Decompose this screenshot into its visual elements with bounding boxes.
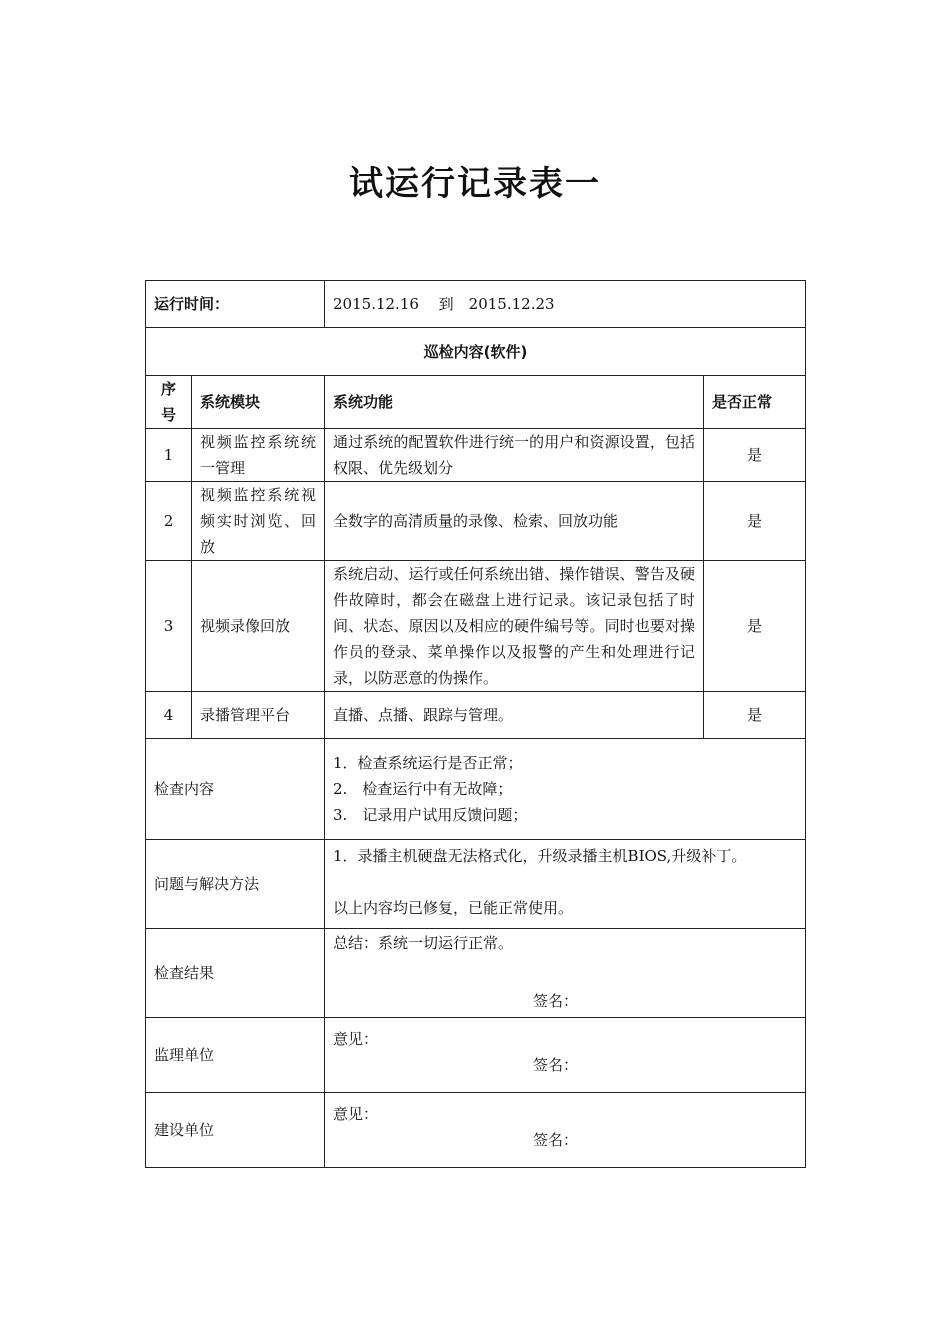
check-content-item: 3. 记录用户试用反馈问题；	[333, 806, 528, 824]
column-header-function: 系统功能	[325, 376, 704, 429]
row-number: 4	[146, 692, 192, 739]
section-header: 巡检内容(软件)	[146, 328, 806, 376]
row-normal: 是	[704, 561, 806, 692]
builder-row	[146, 1093, 806, 1168]
builder-content	[325, 1093, 806, 1168]
issues-resolution: 以上内容均已修复，已能正常使用。	[333, 899, 574, 917]
trial-run-record-table	[145, 280, 806, 1168]
row-normal: 是	[704, 429, 806, 482]
check-content-list	[325, 739, 806, 840]
row-module: 视频监控系统视频实时浏览、回放	[192, 482, 325, 561]
issues-line: 1．录播主机硬盘无法格式化，升级录播主机BIOS,升级补丁。	[333, 847, 747, 865]
row-module: 视频监控系统统一管理	[192, 429, 325, 482]
check-content-item: 1．检查系统运行是否正常；	[333, 754, 523, 772]
supervisor-label: 监理单位	[146, 1018, 325, 1093]
result-summary: 总结：系统一切运行正常。	[333, 934, 514, 952]
row-module: 录播管理平台	[192, 692, 325, 739]
check-content-item: 2. 检查运行中有无故障；	[333, 780, 513, 798]
result-signature: 签名：	[533, 992, 579, 1010]
run-time-row	[146, 281, 806, 328]
issues-label: 问题与解决方法	[146, 840, 325, 929]
row-number: 1	[146, 429, 192, 482]
row-module: 视频录像回放	[192, 561, 325, 692]
table-row	[146, 482, 806, 561]
builder-label: 建设单位	[146, 1093, 325, 1168]
issues-row	[146, 840, 806, 929]
result-label: 检查结果	[146, 929, 325, 1018]
row-function: 直播、点播、跟踪与管理。	[325, 692, 704, 739]
row-function: 全数字的高清质量的录像、检索、回放功能	[325, 482, 704, 561]
run-time-value: 2015.12.16 到 2015.12.23	[325, 281, 806, 328]
check-content-label: 检查内容	[146, 739, 325, 840]
supervisor-signature: 签名：	[533, 1056, 579, 1074]
run-time-label: 运行时间：	[146, 281, 325, 328]
row-normal: 是	[704, 692, 806, 739]
column-header-normal: 是否正常	[704, 376, 806, 429]
column-header-module: 系统模块	[192, 376, 325, 429]
result-content	[325, 929, 806, 1018]
supervisor-row	[146, 1018, 806, 1093]
builder-opinion: 意见：	[333, 1105, 379, 1123]
section-header-row	[146, 328, 806, 376]
row-number: 3	[146, 561, 192, 692]
column-header-row	[146, 376, 806, 429]
row-normal: 是	[704, 482, 806, 561]
table-row	[146, 429, 806, 482]
table-row	[146, 561, 806, 692]
issues-content	[325, 840, 806, 929]
supervisor-content	[325, 1018, 806, 1093]
row-number: 2	[146, 482, 192, 561]
supervisor-opinion: 意见：	[333, 1030, 379, 1048]
column-header-no: 序号	[146, 376, 192, 429]
page-title: 试运行记录表一	[349, 164, 601, 204]
table-row	[146, 692, 806, 739]
builder-signature: 签名：	[533, 1131, 579, 1149]
row-function: 通过系统的配置软件进行统一的用户和资源设置，包括权限、优先级划分	[325, 429, 704, 482]
check-content-row	[146, 739, 806, 840]
result-row	[146, 929, 806, 1018]
row-function: 系统启动、运行或任何系统出错、操作错误、警告及硬件故障时，都会在磁盘上进行记录。该记录包括了时间、状态、原因以及相应的硬件编号等。同时也要对操作员的登录、菜单操作以及报警的产生和处理进行记录，以防恶意的伪操作。	[325, 561, 704, 692]
